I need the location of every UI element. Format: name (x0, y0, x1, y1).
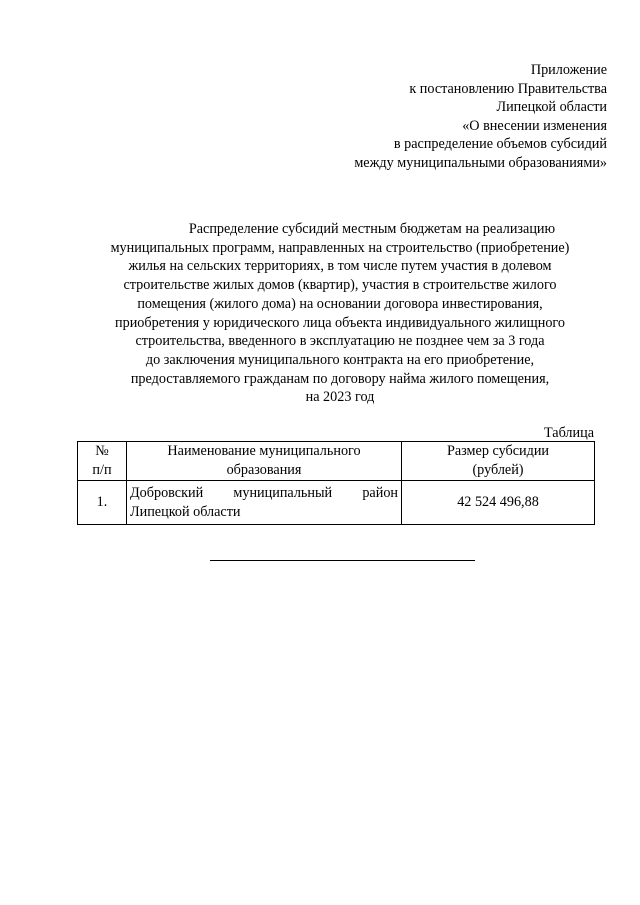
header-subsidy-line2: (рублей) (472, 462, 524, 478)
title-line: строительстве жилых домов (квартир), участия в строительстве жилого (123, 277, 557, 294)
title-line: жилья на сельских территориях, в том числе путем участия в долевом (128, 258, 552, 275)
appendix-line: «О внесении изменения (462, 117, 607, 134)
header-subsidy-line1: Размер субсидии (446, 443, 550, 460)
title-line: строительства, введенного в эксплуатацию не позднее чем за 3 года (135, 333, 545, 350)
title-line: помещения (жилого дома) на основании договора инвестирования, (137, 295, 543, 312)
row-number: 1. (78, 481, 127, 525)
header-municipality-line1: Наименование муниципального (167, 443, 361, 460)
table-header-row (78, 442, 595, 481)
appendix-line: Липецкой области (496, 99, 607, 116)
appendix-line: Приложение (530, 62, 607, 78)
separator-line (210, 560, 475, 561)
header-municipality-line2: образования (226, 462, 302, 478)
header-municipality (127, 442, 402, 481)
appendix-line: в распределение объемов субсидий (393, 136, 607, 153)
header-number-line1: № (95, 443, 109, 460)
subsidies-table (77, 441, 595, 525)
appendix-line: между муниципальными образованиями» (354, 154, 607, 171)
title-line: приобретения у юридического лица объекта индивидуального жилищного (115, 314, 565, 331)
table-body (78, 481, 595, 525)
appendix-line: к постановлению Правительства (409, 80, 607, 97)
header-number (78, 442, 127, 481)
table-row (78, 481, 595, 525)
header-subsidy-amount (402, 442, 595, 481)
title-line: до заключения муниципального контракта на его приобретение, (145, 351, 535, 368)
row-municipality-name: Добровский муниципальный район Липецкой области (127, 481, 402, 525)
appendix-block (354, 61, 607, 173)
title-line: на 2023 год (305, 389, 375, 406)
table-header (78, 442, 595, 481)
title-line: муниципальных программ, направленных на строительство (приобретение) (110, 239, 570, 256)
document-title (80, 220, 600, 407)
table-caption: Таблица (543, 425, 594, 441)
row-subsidy-amount: 42 524 496,88 (402, 481, 595, 525)
title-line: предоставляемого гражданам по договору найма жилого помещения, (130, 370, 550, 387)
header-number-line2: п/п (92, 462, 112, 478)
title-line: Распределение субсидий местным бюджетам на реализацию (188, 221, 556, 237)
